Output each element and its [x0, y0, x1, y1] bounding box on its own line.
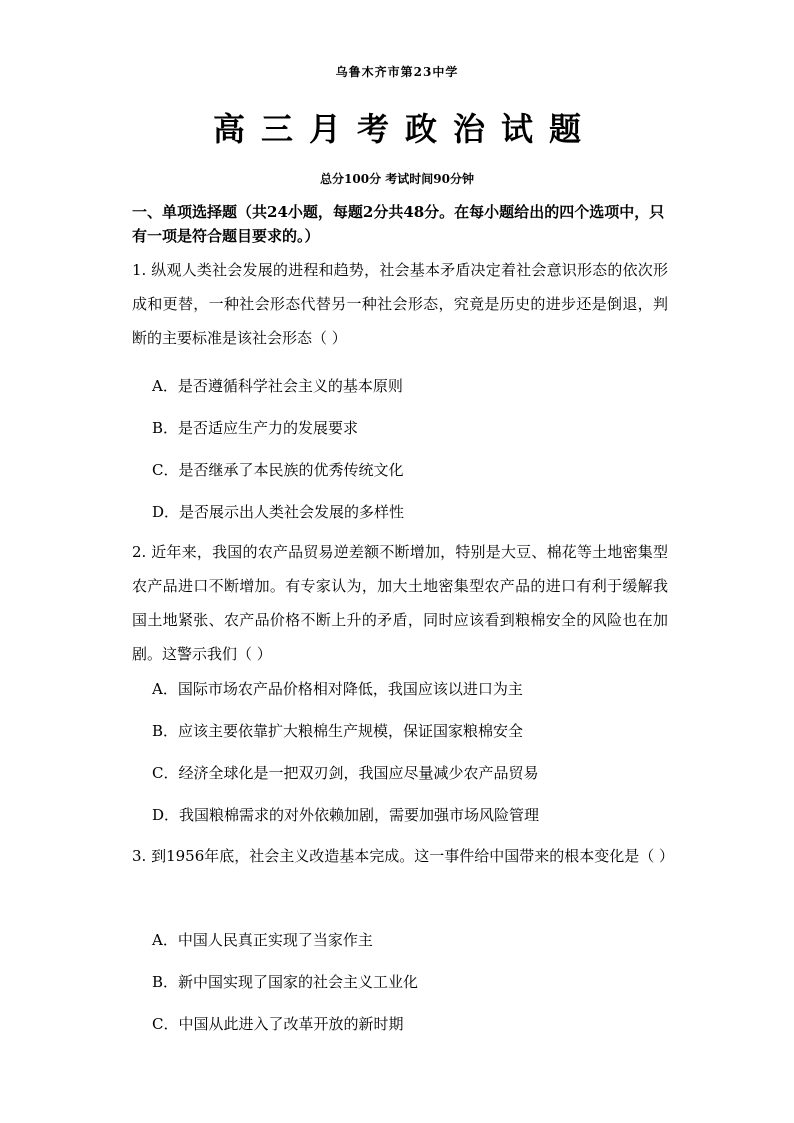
question-3-stem: 3. 到1956年底，社会主义改造基本完成。这一事件给中国带来的根本变化是（ ）	[132, 847, 675, 865]
question-2-option-c: C．经济全球化是一把双刃剑，我国应尽量减少农产品贸易	[152, 764, 539, 782]
question-1-option-b: B．是否适应生产力的发展要求	[152, 419, 359, 437]
question-1-option-d: D．是否展示出人类社会发展的多样性	[152, 503, 405, 521]
section-heading: 一、单项选择题（共24小题，每题2分共48分。在每小题给出的四个选项中，只有一项是符合题目要求的。）	[132, 203, 665, 245]
exam-info: 总分100分 考试时间90分钟	[320, 172, 474, 186]
question-2-option-a: A．国际市场农产品价格相对降低，我国应该以进口为主	[152, 680, 523, 698]
question-3-option-c: C．中国从此进入了改革开放的新时期	[152, 1015, 404, 1033]
question-3-option-a: A．中国人民真正实现了当家作主	[152, 931, 373, 949]
question-2-option-d: D．我国粮棉需求的对外依赖加剧，需要加强市场风险管理	[152, 806, 540, 824]
exam-title: 高三月考政治试题	[212, 110, 597, 148]
question-1-stem: 1. 纵观人类社会发展的进程和趋势，社会基本矛盾决定着社会意识形态的依次形成和更替，一种社会形态代替另一种社会形态，究竟是历史的进步还是倒退，判断的主要标准是该社会形态（ ）	[132, 261, 668, 347]
school-name: 乌鲁木齐市第23中学	[335, 65, 459, 79]
question-1-option-a: A．是否遵循科学社会主义的基本原则	[152, 377, 403, 395]
question-2-stem: 2. 近年来，我国的农产品贸易逆差额不断增加，特别是大豆、棉花等土地密集型农产品进口不断增加。有专家认为，加大土地密集型农产品的进口有利于缓解我国土地紧张、农产品价格不断上升的矛盾，同时应该看到粮棉安全的风险也在加剧。这警示我们（ ）	[132, 543, 668, 663]
question-1-option-c: C．是否继承了本民族的优秀传统文化	[152, 461, 404, 479]
question-2-option-b: B．应该主要依靠扩大粮棉生产规模，保证国家粮棉安全	[152, 722, 524, 740]
question-3-option-b: B．新中国实现了国家的社会主义工业化	[152, 973, 419, 991]
